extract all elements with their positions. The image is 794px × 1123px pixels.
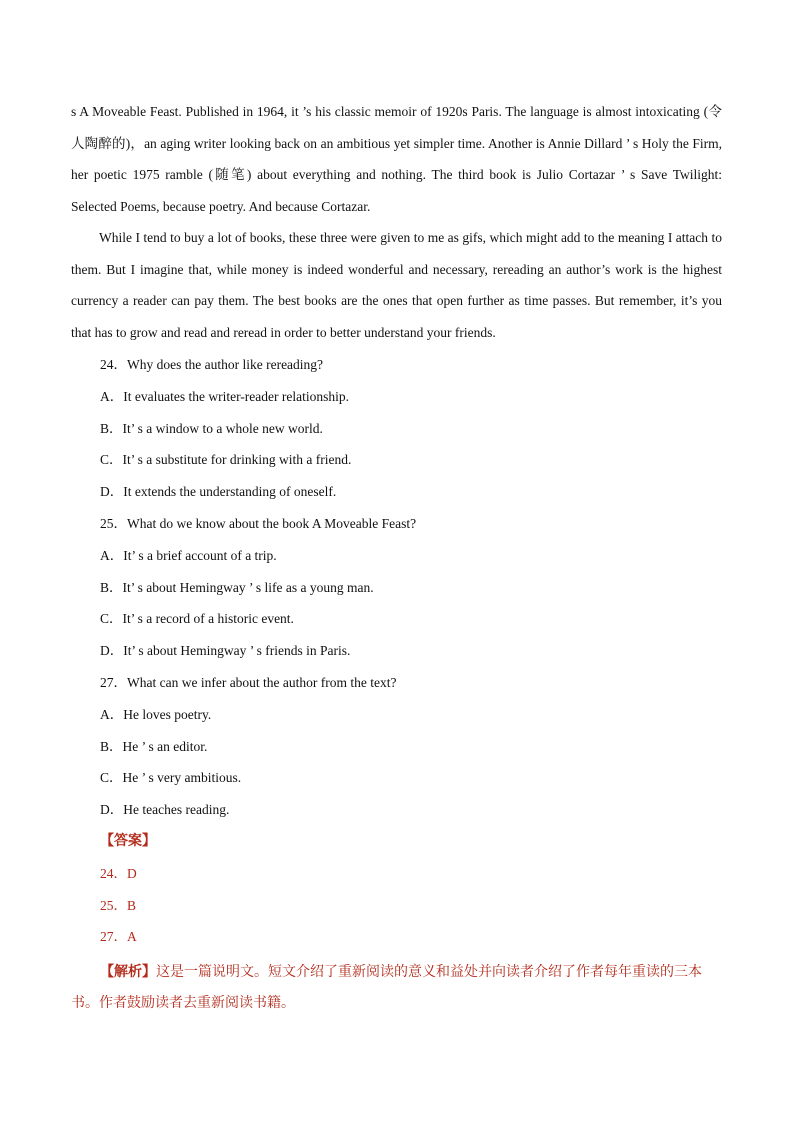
question-option: B．He ’ s an editor. (100, 739, 208, 754)
question-stem: 27．What can we infer about the author from the text? (100, 675, 397, 690)
answer-item: 25．B (100, 898, 137, 913)
passage-paragraph-1: s A Moveable Feast. Published in 1964, it ’s his classic memoir of 1920s Paris. The language is almost intoxicating (令人陶醉的)，an aging writer looking back on an ambitious yet simpler time. Another is Annie Dillard ’ s Holy the Firm, her poetic 1975 ramble (随笔) about everything and nothing. The third book is Julio Cortazar ’ s Save Twilight: Selected Poems, because poetry. And because Cortazar. (71, 104, 722, 215)
passage-paragraph-2: While I tend to buy a lot of books, these three were given to me as gifs, which might add to the meaning I attach to them. But I imagine that, while money is indeed wonderful and necessary, rereading an author’s work is the highest currency a reader can pay them. The best books are the ones that open further as time passes. But remember, it’s you that has to grow and read and reread in order to better understand your friends. (71, 230, 722, 341)
question-option: D．It extends the understanding of oneself. (100, 484, 337, 499)
analysis-tag: 【解析】 (100, 964, 156, 980)
question-option: D．He teaches reading. (100, 802, 230, 817)
question-stem: 24．Why does the author like rereading? (100, 357, 324, 372)
question-option: C．It’ s a substitute for drinking with a friend. (100, 452, 352, 467)
question-option: B．It’ s a window to a whole new world. (100, 421, 323, 436)
analysis-paragraph (71, 957, 726, 1019)
question-stem: 25．What do we know about the book A Moveable Feast? (100, 516, 417, 531)
answer-item: 24．D (100, 866, 137, 881)
question-option: A．He loves poetry. (100, 707, 212, 722)
answer-label: 【答案】 (100, 833, 156, 849)
question-option: A．It’ s a brief account of a trip. (100, 548, 277, 563)
question-option: B．It’ s about Hemingway ’ s life as a young man. (100, 580, 374, 595)
question-option: D．It’ s about Hemingway ’ s friends in Paris. (100, 643, 351, 658)
answer-item: 27．A (100, 929, 137, 944)
question-option: C．He ’ s very ambitious. (100, 770, 242, 785)
question-option: A．It evaluates the writer-reader relationship. (100, 389, 349, 404)
question-option: C．It’ s a record of a historic event. (100, 611, 294, 626)
analysis-text: 这是一篇说明文。短文介绍了重新阅读的意义和益处并向读者介绍了作者每年重读的三本书。作者鼓励读者去重新阅读书籍。 (71, 964, 702, 1011)
